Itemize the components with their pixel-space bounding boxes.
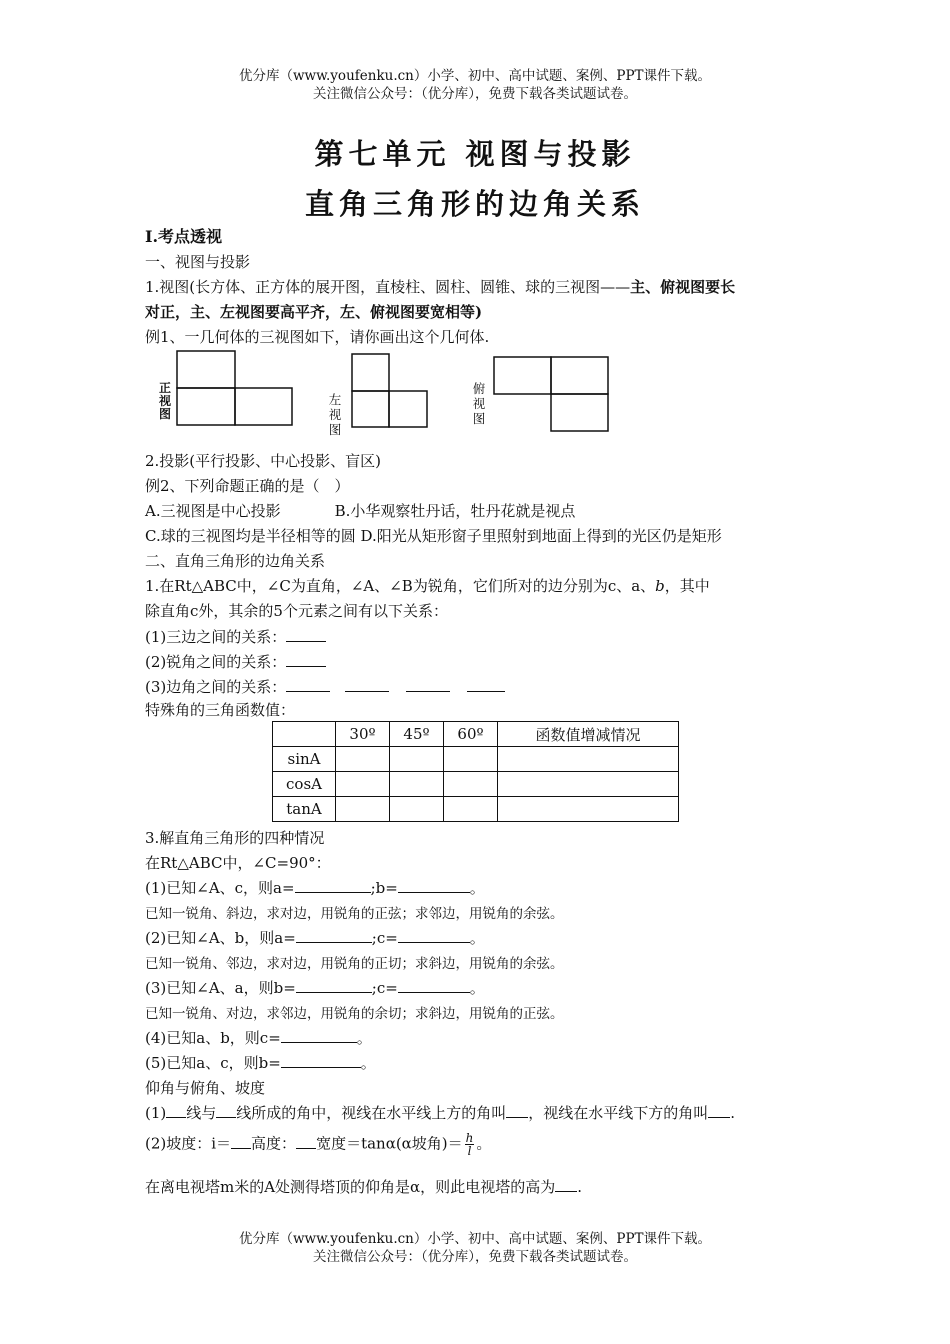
s2-heading: 二、直角三角形的边角关系: [145, 552, 326, 570]
table-header: 60º: [444, 722, 498, 747]
case-1-note: 已知一锐角、斜边，求对边，用锐角的正弦；求邻边，用锐角的余弦。: [145, 906, 564, 922]
s1-item1: 1.视图(长方体、正方体的展开图，直棱柱、圆柱、圆锥、球的三视图——主、俯视图要长: [145, 278, 736, 296]
special-angles-label: 特殊角的三角函数值：: [145, 701, 296, 719]
options-ab: [145, 501, 575, 521]
case-3-note: 已知一锐角、对边，求邻边，用锐角的余切；求斜边，用锐角的正弦。: [145, 1006, 564, 1022]
page-subtitle: 直角三角形的边角关系: [304, 187, 645, 221]
example-2: 例2、下列命题正确的是（ ）: [145, 477, 350, 495]
s1-heading: 一、视图与投影: [145, 253, 251, 271]
case-1: (1)已知∠A、c，则a= ;b= 。: [145, 879, 485, 897]
front-view-label: 正视图: [158, 381, 171, 421]
front-view-figure: [176, 350, 294, 428]
slope-item: (2)坡度：i＝ 高度： 宽度＝tanα(α坡角)＝ $\frac{h}{l}$ 。: [145, 1131, 492, 1158]
s2-item1-cont: 除直角c外，其余的5个元素之间有以下关系：: [145, 602, 448, 620]
page-title: 第七单元 视图与投影: [314, 137, 636, 171]
tower-question: 在离电视塔m米的A处测得塔顶的仰角是α，则此电视塔的高为 .: [145, 1178, 582, 1196]
relation-side-angle: (3)边角之间的关系：: [145, 677, 505, 697]
options-cd: C.球的三视图均是半径相等的圆 D.阳光从矩形窗子里照射到地面上得到的光区仍是矩形: [145, 527, 722, 545]
s1-item1-cont: 对正，主、左视图要高平齐，左、俯视图要宽相等): [145, 303, 483, 321]
footer-line-1: 优分库（www.youfenku.cn）小学、初中、高中试题、案例、PPT课件下载。: [238, 1231, 712, 1247]
slope-fraction: $\frac{h}{l}$: [465, 1131, 474, 1158]
table-header: [273, 722, 336, 747]
table-header: 函数值增减情况: [498, 722, 679, 747]
row-label: sinA: [273, 747, 336, 772]
s3-condition: 在Rt△ABC中，∠C=90°：: [145, 854, 331, 872]
row-label: tanA: [273, 797, 336, 822]
case-4: (4)已知a、b，则c= 。: [145, 1029, 372, 1047]
relation-sides: (1)三边之间的关系：: [145, 627, 326, 647]
option-b: B.小华观察牡丹话，牡丹花就是视点: [334, 502, 576, 520]
top-view-label: 俯视图: [472, 381, 486, 426]
example-1: 例1、一几何体的三视图如下，请你画出这个几何体.: [145, 328, 490, 346]
table-row: [273, 772, 679, 797]
s3-heading: 3.解直角三角形的四种情况: [145, 829, 325, 847]
table-header: 45º: [390, 722, 444, 747]
left-view-figure: [351, 353, 429, 429]
table-header-row: [273, 722, 679, 747]
table-header: 30º: [336, 722, 390, 747]
elevation-item-1: (1) 线与 线所成的角中，视线在水平线上方的角叫 ，视线在水平线下方的角叫 .: [145, 1104, 736, 1122]
header-line-1: 优分库（www.youfenku.cn）小学、初中、高中试题、案例、PPT课件下载。: [238, 68, 712, 84]
s2-item1: 1.在Rt△ABC中，∠C为直角，∠A、∠B为锐角，它们所对的边分别为c、a、b，其中: [145, 577, 710, 595]
footer-line-2: 关注微信公众号：（优分库），免费下载各类试题试卷。: [313, 1249, 637, 1265]
section-heading: Ⅰ.考点透视: [145, 227, 223, 246]
case-5: (5)已知a、c，则b= 。: [145, 1054, 376, 1072]
elevation-heading: 仰角与俯角、坡度: [145, 1079, 266, 1097]
table-row: [273, 747, 679, 772]
left-view-label: 左视图: [328, 392, 342, 437]
case-2-note: 已知一锐角、邻边，求对边，用锐角的正切；求斜边，用锐角的余弦。: [145, 956, 564, 972]
table-row: [273, 797, 679, 822]
top-view-figure: [493, 356, 610, 433]
case-3: (3)已知∠A、a，则b= ;c= 。: [145, 979, 485, 997]
s1-item2: 2.投影(平行投影、中心投影、盲区): [145, 452, 382, 470]
row-label: cosA: [273, 772, 336, 797]
relation-angles: (2)锐角之间的关系：: [145, 652, 326, 672]
case-2: (2)已知∠A、b，则a= ;c= 。: [145, 929, 485, 947]
option-a: A.三视图是中心投影: [145, 502, 281, 520]
trig-table: [272, 721, 679, 822]
header-line-2: 关注微信公众号：（优分库），免费下载各类试题试卷。: [313, 86, 637, 102]
